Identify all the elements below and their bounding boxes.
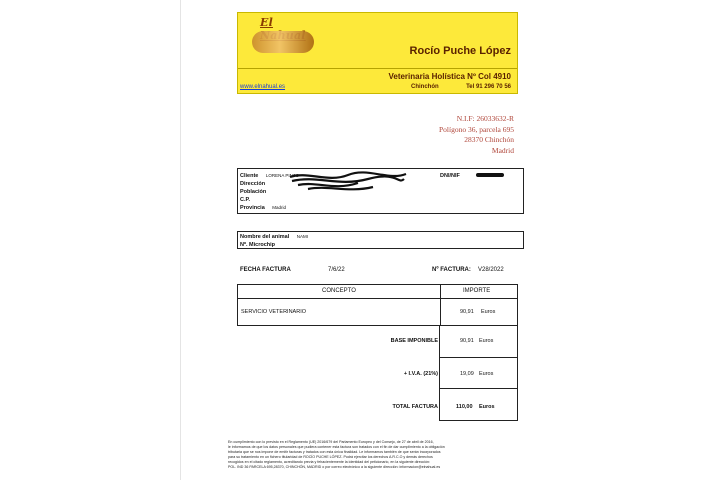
client-province-label: Provincia — [240, 205, 265, 211]
invoice-date-label: FECHA FACTURA — [240, 267, 291, 273]
footer-line: POL. IND 36 PARCELA 695,28370, CHINCHÓN, MADRID o por correo electrónico a la siguiente dirección: informacion@elnahual.es — [228, 465, 441, 469]
concept-header: CONCEPTO — [322, 288, 356, 294]
letterhead — [237, 12, 518, 94]
client-postcode-label: C.P. — [240, 197, 250, 203]
specialty-line: Veterinaria Holística Nº Col 4910 — [388, 72, 511, 81]
header-divider — [238, 68, 517, 69]
footer-line: le informamos de que los datos personales que pudiera contener esta factura son tratados con el fin de dar cumplimiento a la obligación — [228, 445, 445, 449]
doctor-name: Rocío Puche López — [409, 45, 511, 57]
logo-text: El — [260, 16, 273, 29]
pet-box — [237, 231, 524, 249]
phone-number: Tel 91 296 70 56 — [466, 84, 511, 90]
invoice-number-value: V28/2022 — [478, 267, 504, 273]
base-currency: Euros — [479, 338, 494, 344]
issuer-address — [439, 114, 514, 156]
issuer-address-line1: Polígono 36, parcela 695 — [439, 124, 514, 134]
privacy-footer — [228, 440, 528, 470]
brand-logo — [246, 17, 318, 59]
footer-line: En cumplimiento con lo previsto en el Reglamento (UE) 2016/679 del Parlamento Europeo y del Consejo, de 27 de abril de 2016, — [228, 440, 434, 444]
iva-label: + I.V.A. (21%) — [403, 371, 438, 377]
town-name: Chinchón — [411, 84, 439, 90]
client-province-value: Madrid — [272, 205, 287, 210]
client-address-label: Dirección — [240, 181, 266, 187]
microchip-label: Nº. Microchip — [240, 242, 276, 248]
dni-label: DNI/NIF — [440, 173, 460, 179]
concept-table — [237, 284, 518, 326]
total-label: TOTAL FACTURA — [392, 404, 438, 410]
issuer-address-line2: 28370 Chinchón — [464, 135, 514, 144]
pet-name-label: Nombre del animal — [240, 234, 290, 240]
client-box — [237, 168, 524, 214]
client-province-field — [240, 205, 286, 211]
client-town-label: Población — [240, 189, 267, 195]
issuer-address-line3: Madrid — [491, 145, 514, 155]
item-concept: SERVICIO VETERINARIO — [241, 309, 306, 315]
total-currency: Euros — [479, 404, 495, 410]
item-amount: 90,91 — [460, 309, 474, 315]
base-label: BASE IMPONIBLE — [390, 338, 438, 344]
base-value: 90,91 — [460, 338, 474, 344]
issuer-nif: N.I.F: 26033632-R — [456, 114, 514, 123]
client-name-value: LORENA PINTO — [265, 173, 300, 178]
redaction-scribble — [288, 171, 408, 193]
table-column-divider — [440, 285, 441, 325]
item-currency: Euros — [481, 309, 496, 315]
pet-name-field — [240, 234, 308, 240]
iva-currency: Euros — [479, 371, 494, 377]
footer-line: tributaria que se nos impone de emitir facturas y tratados con esta única finalidad. Le informamos también de que serán incorporados — [228, 450, 441, 454]
dni-redaction — [476, 173, 504, 177]
invoice-number-label: Nº FACTURA: — [432, 267, 471, 273]
hands-logo-icon — [252, 31, 314, 53]
iva-value: 19,09 — [460, 371, 474, 377]
footer-line: para su tratamiento en un fichero titularidad de ROCÍO PUCHE LÓPEZ. Podrá ejercitar los derechos A.R.C.O y demás derechos — [228, 455, 433, 459]
footer-line: recogidos en el citado reglamento, acreditando previa y fehacientemente la identidad del peticionario, en la siguiente dirección: — [228, 460, 430, 464]
total-value: 110,00 — [456, 404, 473, 410]
pet-name-value: NAMI — [296, 234, 308, 239]
page-edge-rule — [180, 0, 181, 480]
website-link[interactable]: www.elnahual.es — [240, 84, 286, 90]
amount-header: IMPORTE — [463, 288, 491, 294]
client-name-label: Cliente — [240, 173, 259, 179]
invoice-date-value: 7/6/22 — [328, 267, 345, 273]
